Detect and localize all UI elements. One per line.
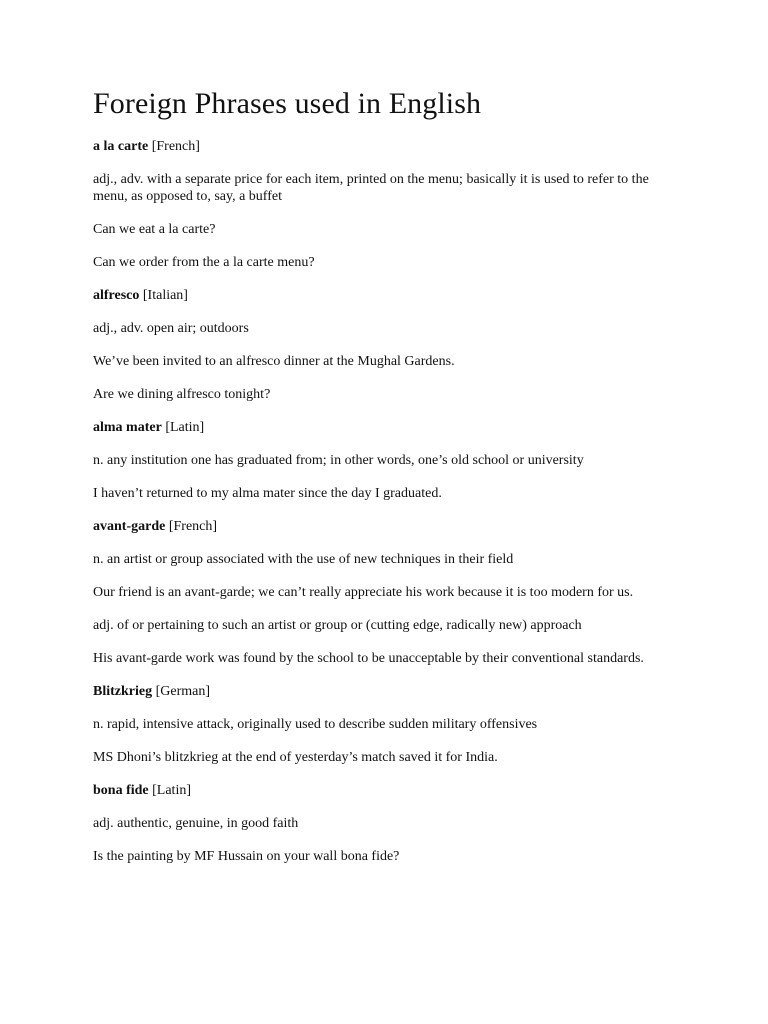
document-page bbox=[93, 86, 683, 881]
term-heading-a-la-carte bbox=[93, 138, 683, 155]
language: [German] bbox=[155, 684, 211, 699]
definition: adj., adv. with a separate price for each item, printed on the menu; basically it is used to refer to the menu, as opposed to, say, a buffet bbox=[93, 172, 649, 204]
term-heading-blitzkrieg bbox=[93, 683, 683, 700]
example: Can we order from the a la carte menu? bbox=[93, 255, 315, 270]
term: alma mater bbox=[93, 420, 162, 435]
term: alfresco bbox=[93, 288, 140, 303]
term: a la carte bbox=[93, 139, 149, 154]
example: His avant-garde work was found by the school to be unacceptable by their conventional standards. bbox=[93, 651, 644, 666]
definition: n. an artist or group associated with the use of new techniques in their field bbox=[93, 552, 514, 567]
term: bona fide bbox=[93, 783, 149, 798]
example: I haven’t returned to my alma mater since the day I graduated. bbox=[93, 486, 442, 501]
language: [Latin] bbox=[165, 420, 205, 435]
language: [French] bbox=[151, 139, 200, 154]
example: Are we dining alfresco tonight? bbox=[93, 387, 271, 402]
term: avant-garde bbox=[93, 519, 166, 534]
example: Is the painting by MF Hussain on your wall bona fide? bbox=[93, 849, 400, 864]
definition: adj. of or pertaining to such an artist or group or (cutting edge, radically new) approach bbox=[93, 618, 582, 633]
definition: n. rapid, intensive attack, originally used to describe sudden military offensives bbox=[93, 717, 538, 732]
term-heading-avant-garde bbox=[93, 518, 683, 535]
example: Can we eat a la carte? bbox=[93, 222, 216, 237]
language: [Latin] bbox=[152, 783, 191, 798]
language: [Italian] bbox=[142, 288, 188, 303]
term-heading-alma-mater bbox=[93, 419, 683, 436]
term-heading-bona-fide bbox=[93, 782, 683, 799]
language: [French] bbox=[168, 519, 218, 534]
term-heading-alfresco bbox=[93, 287, 683, 304]
definition: adj. authentic, genuine, in good faith bbox=[93, 816, 299, 831]
example: MS Dhoni’s blitzkrieg at the end of yesterday’s match saved it for India. bbox=[93, 750, 498, 765]
term: Blitzkrieg bbox=[93, 684, 153, 699]
page-title: Foreign Phrases used in English bbox=[93, 87, 482, 120]
definition: n. any institution one has graduated from; in other words, one’s old school or university bbox=[93, 453, 584, 468]
definition: adj., adv. open air; outdoors bbox=[93, 321, 249, 336]
example: Our friend is an avant-garde; we can’t really appreciate his work because it is too modern for us. bbox=[93, 585, 634, 600]
example: We’ve been invited to an alfresco dinner at the Mughal Gardens. bbox=[93, 354, 455, 369]
